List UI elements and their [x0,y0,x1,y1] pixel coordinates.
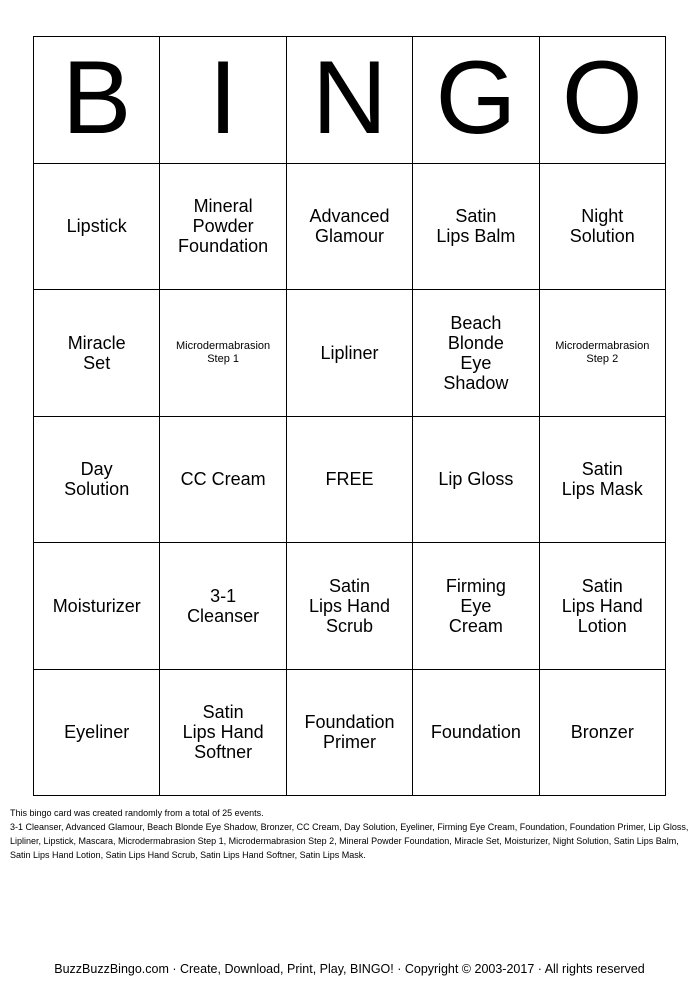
bingo-cell [413,417,539,544]
bingo-cell [287,543,413,670]
cell-label: Mineral Powder Foundation [178,196,269,257]
header-letter-b: B [34,37,160,164]
bingo-cell [160,164,286,291]
cell-label: Lipstick [66,216,127,237]
free-space-label: FREE [325,469,374,490]
cell-label: Day Solution [64,459,130,500]
cell-label: Miracle Set [67,332,126,373]
cell-label: Eyeliner [64,722,130,743]
cell-label: Satin Lips Hand Lotion [561,575,643,636]
bingo-cell [413,164,539,291]
header-letter-n: N [287,37,413,164]
cell-label: Night Solution [569,206,635,247]
cell-label: Microdermabrasion Step 1 [176,339,271,365]
cell-label: Satin Lips Hand Scrub [308,575,391,636]
cell-label: Satin Lips Hand Softner [182,702,264,763]
info-event-list: 3-1 Cleanser, Advanced Glamour, Beach Blonde Eye Shadow, Bronzer, CC Cream, Day Solution, Eyeliner, Firming Eye Cream, Foundation, Foundation Primer, Lip Gloss, Lipliner, Lipstick, Mascara, Microdermabrasion Step 1, Microdermabrasion Step 2, Mineral Powder Foundation, Miracle Set, Moisturizer, Night Solution, Satin Lips Balm, Satin Lips Hand Lotion, Satin Lips Hand Scrub, Satin Lips Hand Softner, Satin Lips Mask. [10,822,689,860]
bingo-cell [413,543,539,670]
bingo-cell [287,290,413,417]
cell-label: Advanced Glamour [309,206,390,247]
bingo-cell [34,543,160,670]
bingo-cell [540,290,666,417]
cell-label: Bronzer [570,722,634,743]
cell-label: Beach Blonde Eye Shadow [443,312,509,393]
bingo-cell [34,417,160,544]
cell-label: Satin Lips Balm [436,206,516,247]
bingo-cell [540,670,666,797]
bingo-cell [540,164,666,291]
bingo-card [33,36,666,796]
cell-label: Firming Eye Cream [445,575,506,636]
bingo-cell [34,670,160,797]
info-summary: This bingo card was created randomly from a total of 25 events. [10,808,264,818]
header-letter-g: G [413,37,539,164]
bingo-cell [160,417,286,544]
bingo-cell [160,543,286,670]
cell-label: Satin Lips Mask [561,459,643,500]
cell-label: Lipliner [320,342,379,363]
card-info [10,806,690,862]
footer-copyright: BuzzBuzzBingo.com · Create, Download, Print, Play, BINGO! · Copyright © 2003-2017 · All rights reserved [54,962,645,976]
bingo-cell [413,670,539,797]
bingo-cell [540,543,666,670]
header-letter-i: I [160,37,286,164]
cell-label: Foundation Primer [304,712,395,753]
free-space-cell [287,417,413,544]
bingo-cell [540,417,666,544]
bingo-cell [287,164,413,291]
cell-label: Lip Gloss [438,469,514,490]
cell-label: CC Cream [180,469,266,490]
bingo-cell [34,290,160,417]
bingo-cell [413,290,539,417]
cell-label: 3-1 Cleanser [187,585,260,626]
bingo-cell [287,670,413,797]
cell-label: Moisturizer [52,595,141,616]
header-letter-o: O [540,37,666,164]
bingo-cell [160,670,286,797]
cell-label: Microdermabrasion Step 2 [555,339,650,365]
bingo-cell [34,164,160,291]
bingo-cell [160,290,286,417]
cell-label: Foundation [430,722,521,743]
